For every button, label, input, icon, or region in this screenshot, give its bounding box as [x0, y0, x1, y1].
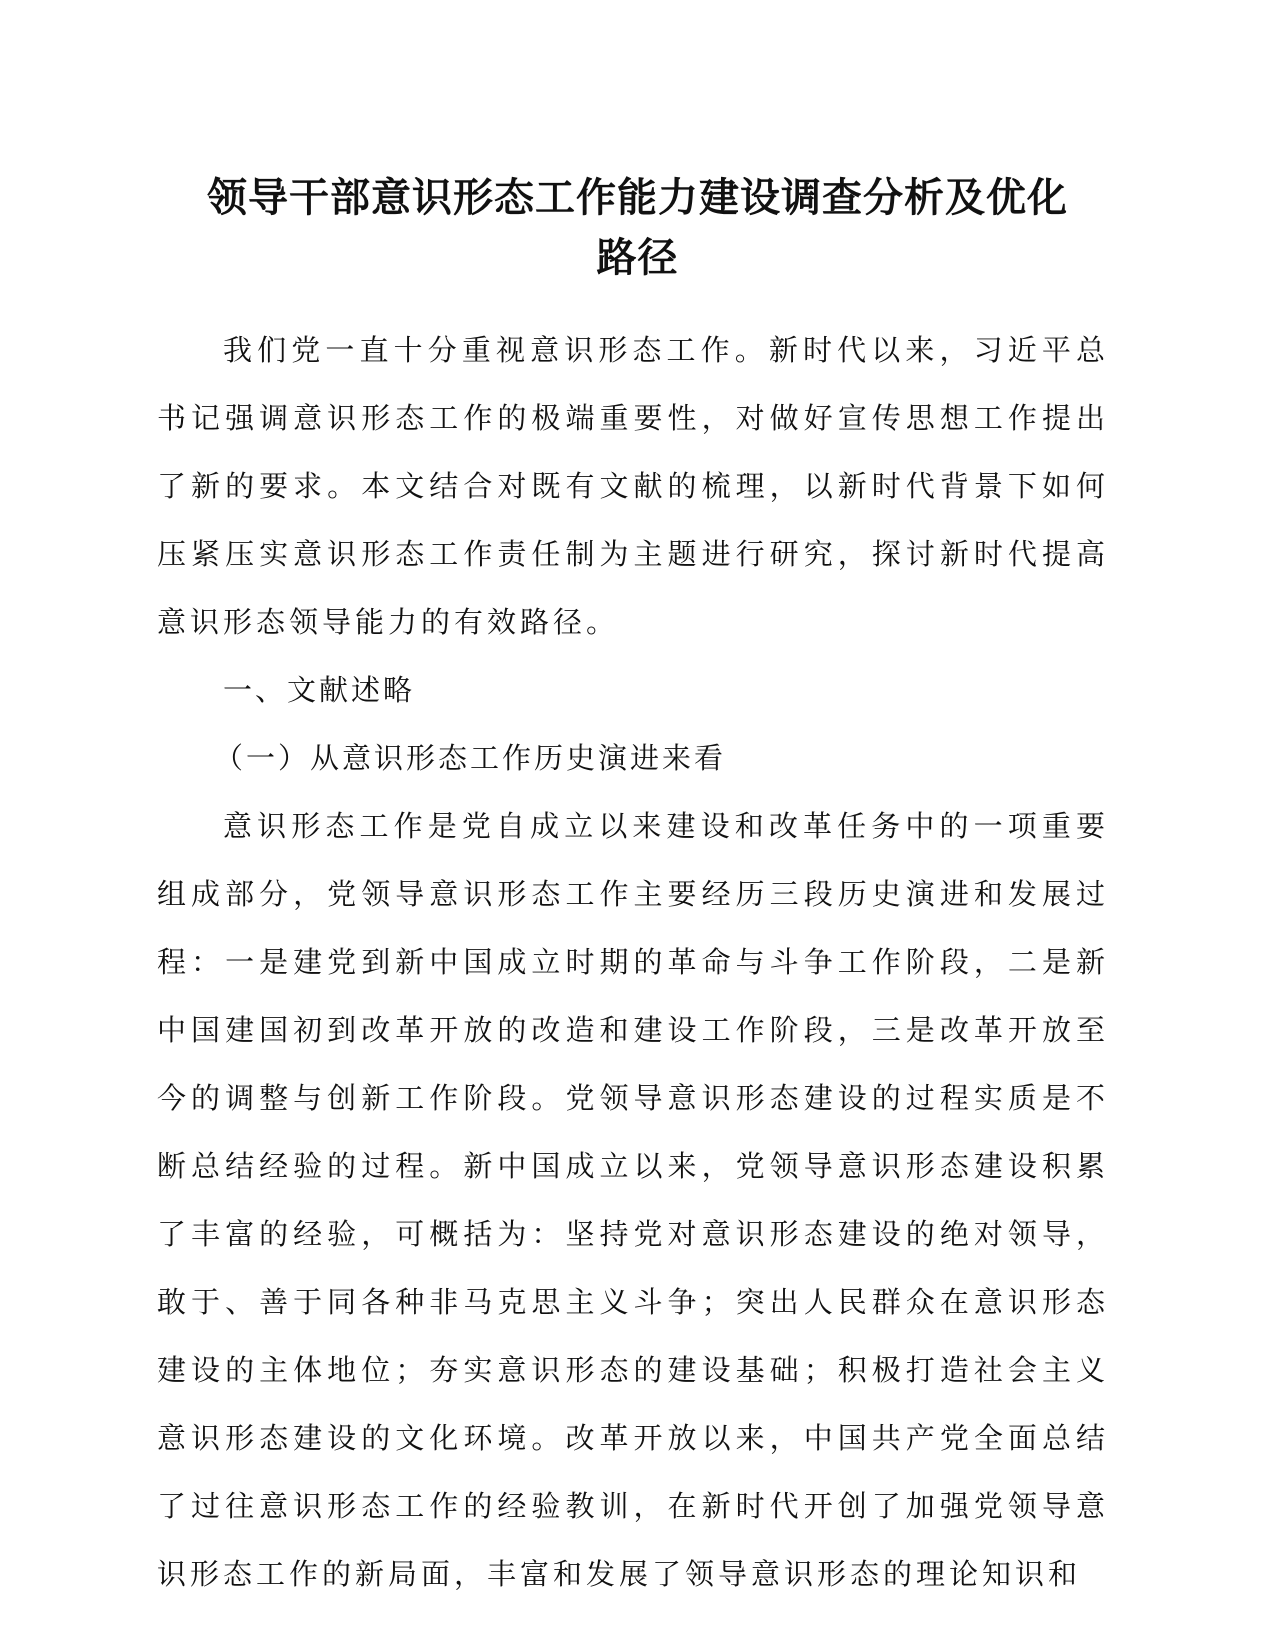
document-title-line-1: 领导干部意识形态工作能力建设调查分析及优化 — [207, 175, 1068, 221]
intro-paragraph: 我们党一直十分重视意识形态工作。新时代以来，习近平总书记强调意识形态工作的极端重要性，对做好宣传思想工作提出了新的要求。本文结合对既有文献的梳理，以新时代背景下如何压紧压实意识形态工作责任制为主题进行研究，探讨新时代提高意识形态领导能力的有效路径。 — [157, 333, 1109, 639]
subsection-heading: （一）从意识形态工作历史演进来看 — [214, 741, 727, 775]
document-body — [157, 316, 1109, 1608]
body-paragraph: 意识形态工作是党自成立以来建设和改革任务中的一项重要组成部分，党领导意识形态工作主要经历三段历史演进和发展过程：一是建党到新中国成立时期的革命与斗争工作阶段，二是新中国建国初到改革开放的改造和建设工作阶段，三是改革开放至今的调整与创新工作阶段。党领导意识形态建设的过程实质是不断总结经验的过程。新中国成立以来，党领导意识形态建设积累了丰富的经验，可概括为：坚持党对意识形态建设的绝对领导，敢于、善于同各种非马克思主义斗争；突出人民群众在意识形态建设的主体地位；夯实意识形态的建设基础；积极打造社会主义意识形态建设的文化环境。改革开放以来，中国共产党全面总结了过往意识形态工作的经验教训，在新时代开创了加强党领导意识形态工作的新局面，丰富和发展了领导意识形态的理论知识和 — [157, 809, 1109, 1591]
document-title — [140, 168, 1135, 288]
section-heading: 一、文献述略 — [223, 673, 416, 707]
document-title-line-2: 路径 — [596, 235, 679, 281]
